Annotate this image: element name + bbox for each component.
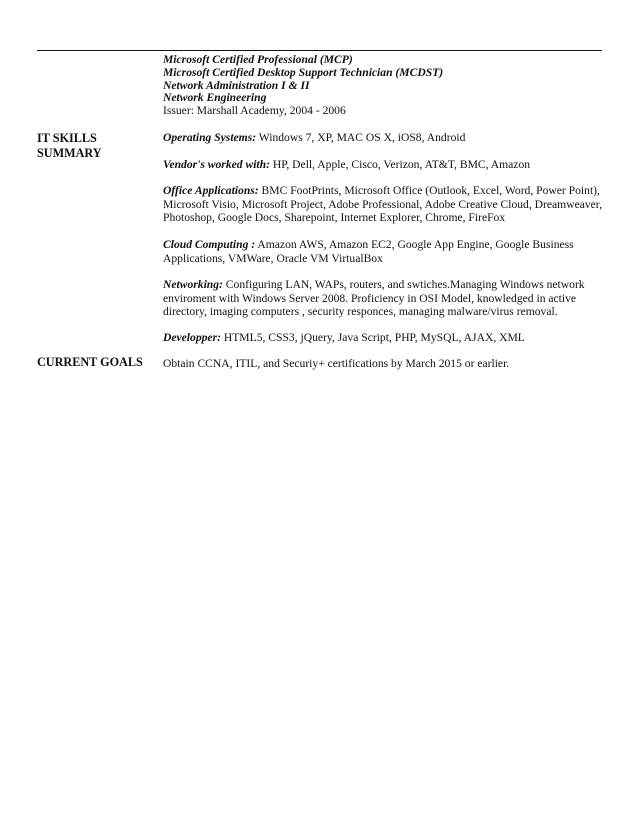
skill-entry-networking	[163, 278, 613, 319]
certifications-block	[163, 54, 603, 118]
skill-text: Amazon AWS, Amazon EC2, Google App Engine, Google Business Applications, VMWare, Oracle VM VirtualBox	[163, 238, 574, 265]
skill-text: BMC FootPrints, Microsoft Office (Outlook, Excel, Word, Power Point), Microsoft Visio, Microsoft Project, Adobe Professional, Adobe Creative Cloud, Dreamweaver, Photoshop, Google Docs, Sharepoint, Internet Explorer, Chrome, FireFox	[163, 184, 603, 225]
certification-line: Network Engineering	[163, 91, 267, 105]
skill-entry-cloud-computing	[163, 238, 613, 265]
skill-entry-office-applications	[163, 184, 613, 225]
it-skills-heading: IT SKILLS SUMMARY	[37, 131, 102, 160]
certification-line: Network Administration I & II	[163, 78, 310, 92]
section-divider	[37, 50, 602, 51]
skill-label: Developper:	[163, 331, 221, 344]
skill-text: HP, Dell, Apple, Cisco, Verizon, AT&T, BMC, Amazon	[269, 158, 531, 171]
skill-label: Vendor's worked with:	[163, 158, 270, 171]
skill-text: Configuring LAN, WAPs, routers, and swtiches.Managing Windows network enviroment with Windows Server 2008. Proficiency in OSI Model, knowledged in active directory, imaging computers , security responces, managing malware/virus removal.	[163, 278, 585, 319]
skill-text: Windows 7, XP, MAC OS X, iOS8, Android	[256, 131, 466, 144]
certification-line: Microsoft Certified Professional (MCP)	[163, 53, 353, 66]
current-goals-heading: CURRENT GOALS	[37, 355, 143, 369]
skill-label: Networking:	[163, 278, 223, 291]
skill-entry-developer	[163, 331, 613, 345]
skill-entry-vendors	[163, 158, 613, 172]
skill-label: Office Applications:	[163, 184, 259, 197]
skill-text: HTML5, CSS3, jQuery, Java Script, PHP, MySQL, AJAX, XML	[220, 331, 525, 344]
current-goals-text: Obtain CCNA, ITIL, and Securiy+ certifications by March 2015 or earlier.	[163, 357, 510, 370]
skill-label: Operating Systems:	[163, 131, 257, 144]
certification-line: Microsoft Certified Desktop Support Technician (MCDST)	[163, 65, 444, 79]
certification-issuer: Issuer: Marshall Academy, 2004 - 2006	[163, 104, 346, 118]
skill-entry-operating-systems	[163, 131, 613, 145]
skill-label: Cloud Computing :	[163, 238, 256, 251]
